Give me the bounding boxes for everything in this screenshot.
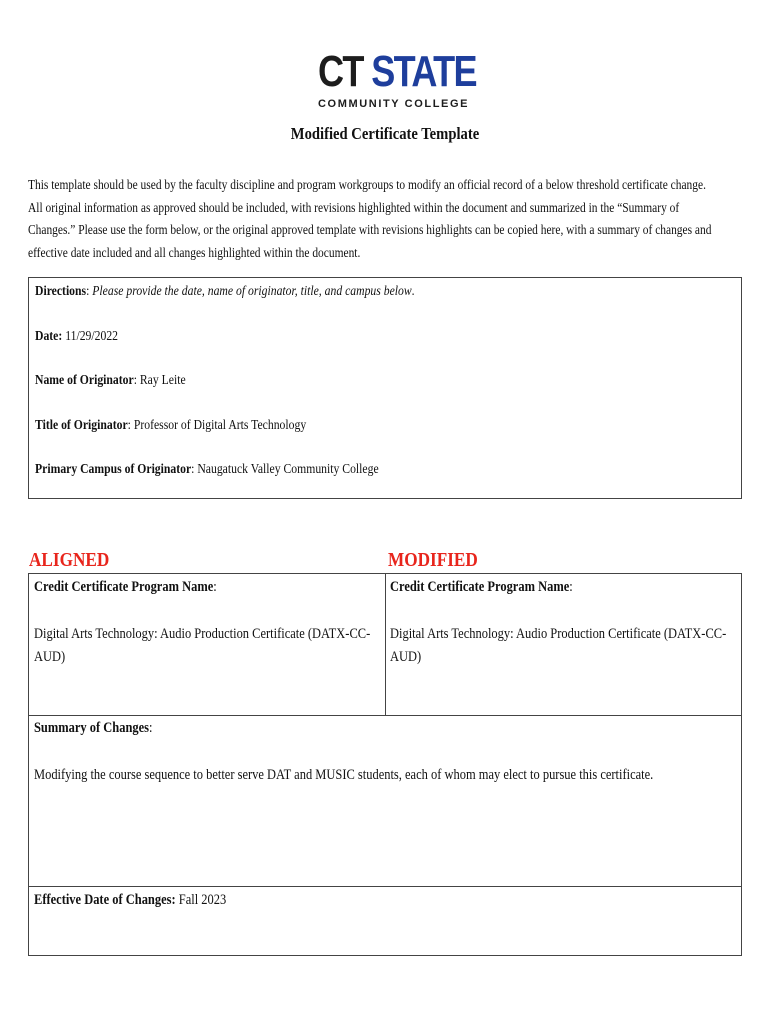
- effective-date-label: Effective Date of Changes:: [34, 892, 176, 908]
- logo-subtitle: COMMUNITY COLLEGE: [318, 98, 470, 110]
- ct-state-logo: [318, 47, 476, 114]
- modified-program-value: Digital Arts Technology: Audio Production Certificate (DATX-CC-AUD): [390, 626, 727, 665]
- originator-value: Ray Leite: [139, 372, 186, 387]
- modified-heading: MODIFIED: [388, 549, 478, 571]
- column-divider: [385, 574, 386, 715]
- logo-state-text: STATE: [371, 47, 476, 96]
- aligned-program-value: Digital Arts Technology: Audio Production Certificate (DATX-CC-AUD): [34, 626, 371, 665]
- aligned-program-label-row: Credit Certificate Program Name:: [34, 579, 217, 595]
- campus-line: Primary Campus of Originator: Naugatuck Valley Community College: [35, 461, 379, 476]
- originator-title-value: Professor of Digital Arts Technology: [133, 417, 307, 432]
- effective-date-row: [34, 892, 226, 909]
- directions-text: Please provide the date, name of originator, title, and campus below: [92, 283, 412, 298]
- row-divider-2: [29, 886, 741, 887]
- intro-paragraph: This template should be used by the faculty discipline and program workgroups to modify an official record of a below threshold certificate change. All original information as approved should be included, with revisions highlighted within the document and summarized in the “Summary of Changes.” Please use the form below, or the original approved template with revisions highlights can be copied here, with a summary of changes and effective date included and all changes highlighted within the document.: [28, 177, 712, 260]
- directions-box: [28, 277, 742, 499]
- modified-program-label-row: Credit Certificate Program Name:: [390, 579, 573, 595]
- logo-wordmark: [318, 47, 476, 96]
- originator-title-label: Title of Originator: [35, 417, 128, 432]
- aligned-program-label: Credit Certificate Program Name: [34, 579, 214, 595]
- aligned-heading: ALIGNED: [29, 549, 110, 571]
- campus-label: Primary Campus of Originator: [35, 461, 192, 476]
- date-value: 11/29/2022: [65, 328, 119, 343]
- summary-text: Modifying the course sequence to better serve DAT and MUSIC students, each of whom may elect to pursue this certificate.: [34, 767, 654, 783]
- directions-line: Directions: Please provide the date, name of originator, title, and campus below.: [35, 283, 415, 298]
- row-divider-1: [29, 715, 741, 716]
- modified-program-label: Credit Certificate Program Name: [390, 579, 570, 595]
- directions-label: Directions: [35, 283, 87, 298]
- date-label: Date:: [35, 328, 63, 343]
- summary-label-row: Summary of Changes:: [34, 720, 153, 736]
- logo-ct-text: CT: [318, 47, 363, 96]
- date-line: [35, 328, 118, 344]
- document-title: Modified Certificate Template: [290, 124, 480, 143]
- originator-line: Name of Originator: Ray Leite: [35, 372, 186, 387]
- originator-title-line: Title of Originator: Professor of Digital Arts Technology: [35, 417, 307, 432]
- effective-date-value: Fall 2023: [178, 892, 227, 908]
- summary-label: Summary of Changes: [34, 720, 150, 736]
- originator-label: Name of Originator: [35, 372, 134, 387]
- changes-table: [28, 573, 742, 956]
- campus-value: Naugatuck Valley Community College: [197, 461, 379, 476]
